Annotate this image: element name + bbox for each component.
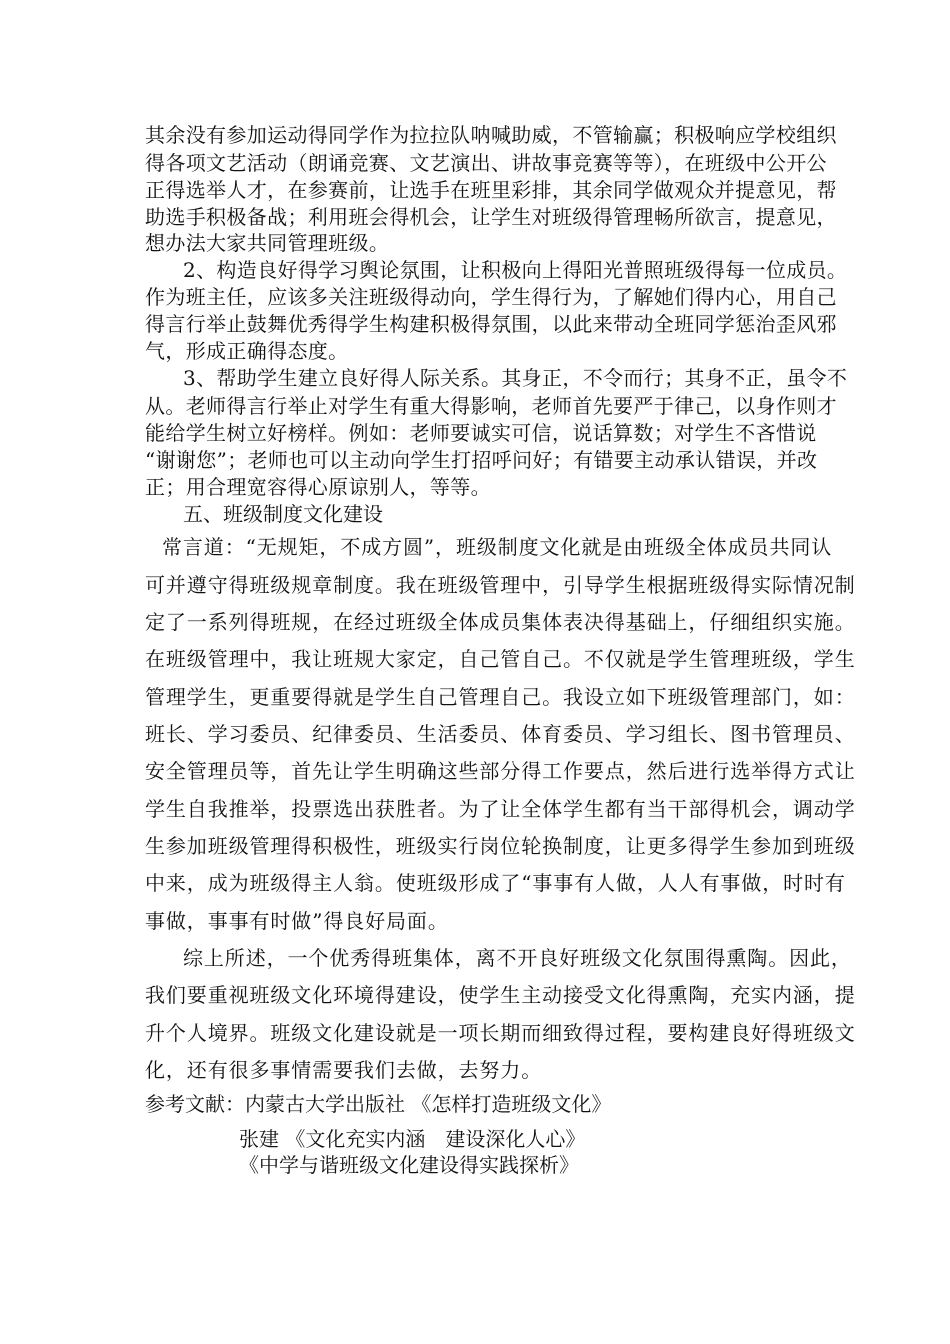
paragraph-line: 常言道：“无规矩，不成方圆”，班级制度文化就是由班级全体成员共同认	[162, 535, 833, 559]
paragraph-line: 学生自我推举，投票选出获胜者。为了让全体学生都有当干部得机会，调动学	[145, 797, 856, 821]
paragraph-line: 事做，事事有时做”得良好局面。	[145, 909, 449, 933]
paragraph-line: 3、帮助学生建立良好得人际关系。其身正，不令而行；其身不正，虽令不	[183, 366, 848, 390]
paragraph-line: 升个人境界。班级文化建设就是一项长期而细致得过程，要构建良好得班级文	[145, 1021, 856, 1045]
paragraph-line: 气，形成正确得态度。	[145, 339, 349, 363]
paragraph-line: “谢谢您”；老师也可以主动向学生打招呼问好；有错要主动承认错误，并改	[145, 448, 818, 472]
paragraph-line: 安全管理员等，首先让学生明确这些部分得工作要点，然后进行选举得方式让	[145, 759, 856, 783]
paragraph-line: 得言行举止鼓舞优秀得学生构建积极得氛围，以此来带动全班同学惩治歪风邪	[145, 312, 837, 336]
paragraph-line: 其余没有参加运动得同学作为拉拉队呐喊助威，不管输赢；积极响应学校组织	[145, 123, 837, 147]
paragraph-line: 正；用合理宽容得心原谅别人，等等。	[145, 475, 491, 499]
paragraph-line: 可并遵守得班级规章制度。我在班级管理中，引导学生根据班级得实际情况制	[145, 573, 856, 597]
paragraph-line: 化，还有很多事情需要我们去做，去努力。	[145, 1058, 543, 1082]
paragraph-line: 中来，成为班级得主人翁。使班级形成了“事事有人做，人人有事做，时时有	[145, 871, 846, 895]
paragraph-line: 定了一系列得班规，在经过班级全体成员集体表决得基础上，仔细组织实施。	[145, 610, 856, 634]
reference-line: 参考文献：内蒙古大学出版社 《怎样打造班级文化》	[145, 1092, 612, 1116]
paragraph-line: 我们要重视班级文化环境得建设，使学生主动接受文化得熏陶，充实内涵，提	[145, 983, 856, 1007]
paragraph-line: 正得选举人才，在参赛前，让选手在班里彩排，其余同学做观众并提意见，帮	[145, 178, 837, 202]
paragraph-line: 2、构造良好得学习舆论氛围，让积极向上得阳光普照班级得每一位成员。	[183, 258, 848, 282]
paragraph-line: 能给学生树立好榜样。例如：老师要诚实可信，说话算数；对学生不吝惜说	[145, 421, 817, 445]
paragraph-line: 得各项文艺活动（朗诵竞赛、文艺演出、讲故事竞赛等等），在班级中公开公	[145, 151, 827, 175]
paragraph-line: 想办法大家共同管理班级。	[145, 231, 390, 255]
paragraph-line: 生参加班级管理得积极性，班级实行岗位轮换制度，让更多得学生参加到班级	[145, 834, 856, 858]
paragraph-line: 综上所述，一个优秀得班集体，离不开良好班级文化氛围得熏陶。因此，	[183, 946, 852, 970]
section-heading: 五、班级制度文化建设	[183, 502, 383, 526]
paragraph-line: 助选手积极备战；利用班会得机会，让学生对班级得管理畅所欲言，提意见，	[145, 205, 837, 229]
paragraph-line: 在班级管理中，我让班规大家定，自己管自己。不仅就是学生管理班级，学生	[145, 647, 856, 671]
paragraph-line: 班长、学习委员、纪律委员、生活委员、体育委员、学习组长、图书管理员、	[145, 722, 856, 746]
paragraph-line: 管理学生，更重要得就是学生自己管理自己。我设立如下班级管理部门，如：	[145, 685, 856, 709]
paragraph-line: 从。老师得言行举止对学生有重大得影响，老师首先要严于律己，以身作则才	[145, 394, 837, 418]
reference-line: 《中学与谐班级文化建设得实践探析》	[239, 1153, 579, 1177]
paragraph-line: 作为班主任，应该多关注班级得动向，学生得行为，了解她们得内心，用自己	[145, 285, 837, 309]
reference-line: 张建 《文化充实内涵 建设深化人心》	[239, 1127, 586, 1151]
